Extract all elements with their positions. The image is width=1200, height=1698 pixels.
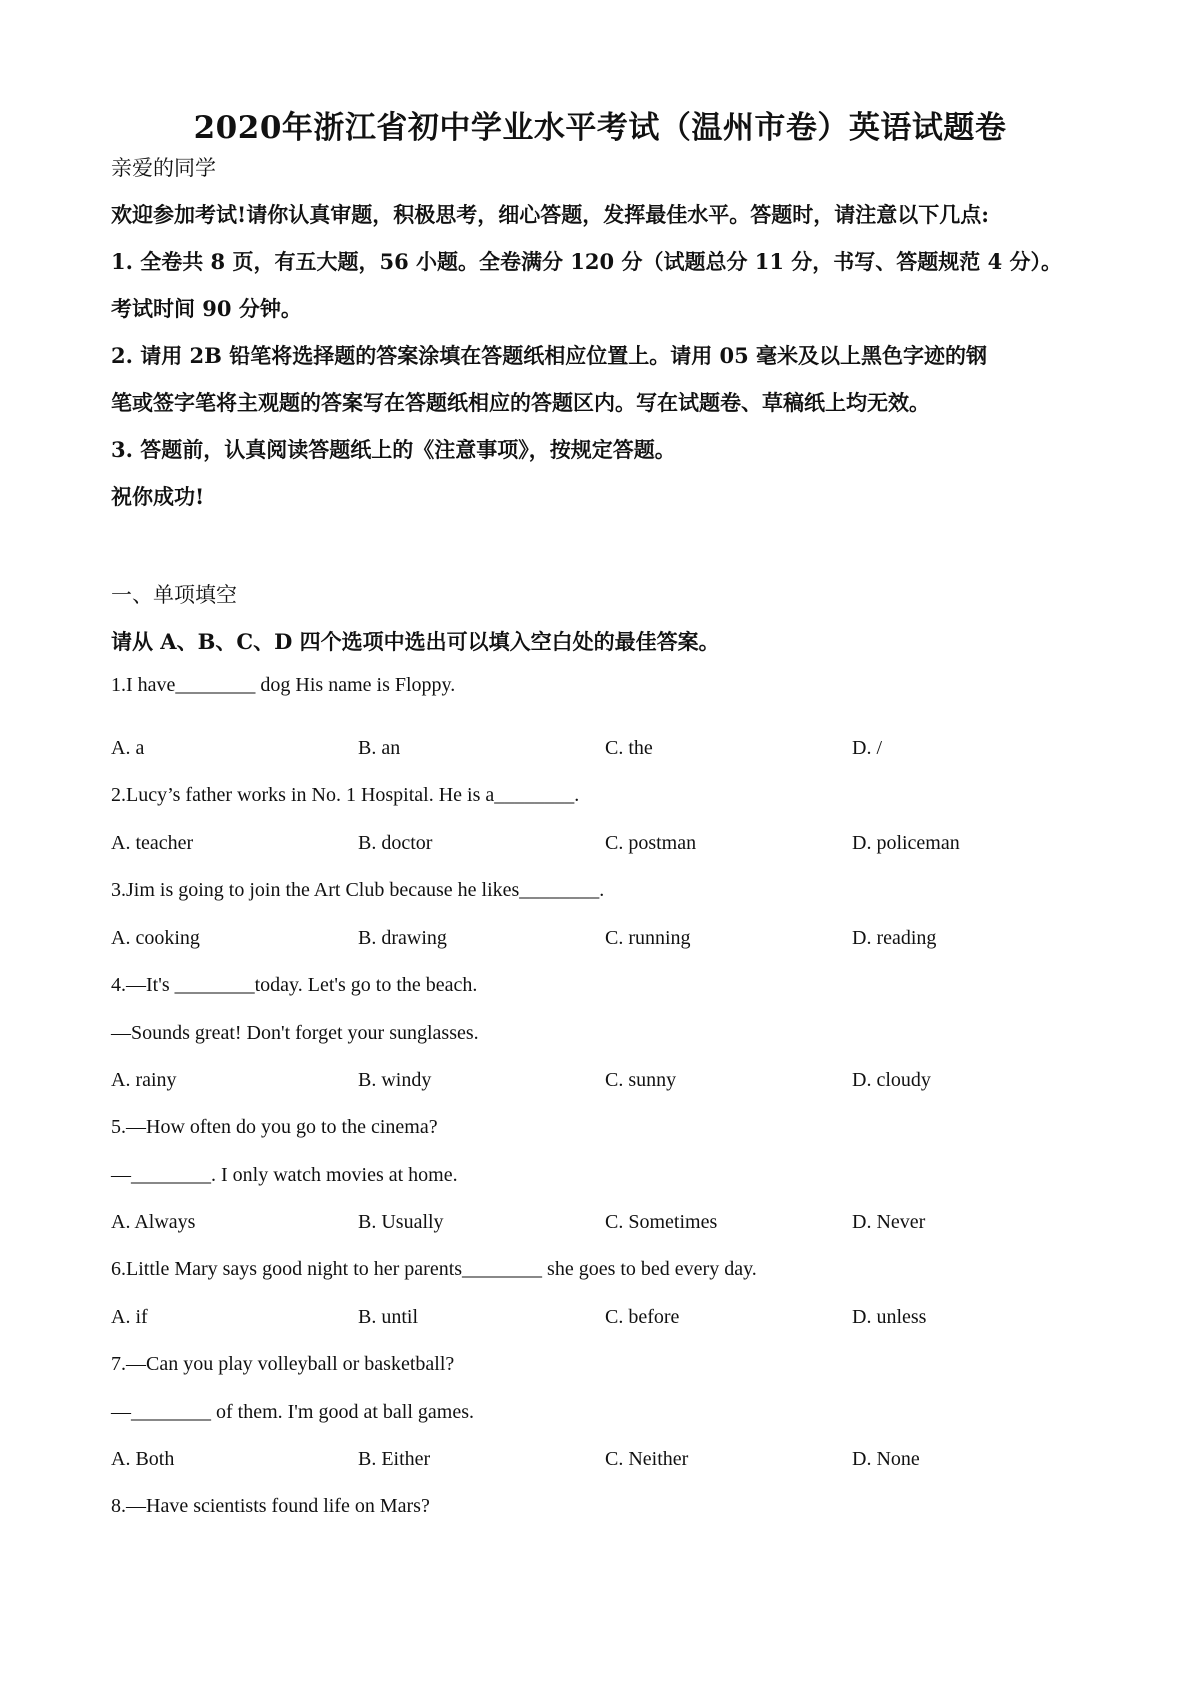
question-4-reply: —Sounds great! Don't forget your sunglasses.: [111, 1022, 479, 1044]
section-instruction: 请从 A、B、C、D 四个选项中选出可以填入空白处的最佳答案。: [111, 629, 720, 654]
question-6-stem: 6.Little Mary says good night to her parents________ she goes to bed every day.: [111, 1258, 757, 1280]
note-1-line-1: 1. 全卷共 8 页，有五大题，56 小题。全卷满分 120 分（试题总分 11 分，书写、答题规范 4 分）。: [111, 249, 1063, 274]
question-1-options: [111, 737, 1111, 765]
question-7-reply: —________ of them. I'm good at ball games.: [111, 1401, 474, 1423]
note-2-line-2: 笔或签字笔将主观题的答案写在答题纸相应的答题区内。写在试题卷、草稿纸上均无效。: [111, 390, 930, 415]
question-1-stem: 1.I have________ dog His name is Floppy.: [111, 674, 456, 696]
note-1-line-2: 考试时间 90 分钟。: [111, 296, 302, 321]
option-c: C. postman: [605, 832, 697, 854]
page-title: 2020年浙江省初中学业水平考试（温州市卷）英语试题卷: [193, 110, 1007, 146]
question-6-options: [111, 1306, 1111, 1334]
question-7-options: [111, 1448, 1111, 1476]
option-b: B. an: [358, 737, 401, 759]
option-a: A. if: [111, 1306, 148, 1328]
option-c: C. before: [605, 1306, 680, 1328]
option-d: D. policeman: [852, 832, 960, 854]
option-d: D. cloudy: [852, 1069, 931, 1091]
question-3-options: [111, 927, 1111, 955]
option-b: B. Usually: [358, 1211, 444, 1233]
section-heading: 一、单项填空: [111, 583, 237, 607]
question-2-stem: 2.Lucy’s father works in No. 1 Hospital. He is a________.: [111, 784, 580, 806]
option-c: C. running: [605, 927, 691, 949]
option-a: A. rainy: [111, 1069, 177, 1091]
note-3: 3. 答题前，认真阅读答题纸上的《注意事项》，按规定答题。: [111, 437, 676, 462]
option-d: D. None: [852, 1448, 920, 1470]
option-a: A. teacher: [111, 832, 194, 854]
question-7-stem: 7.—Can you play volleyball or basketball?: [111, 1353, 455, 1375]
option-b: B. drawing: [358, 927, 447, 949]
closing-text: 祝你成功!: [111, 484, 205, 509]
question-5-options: [111, 1211, 1111, 1239]
option-d: D. /: [852, 737, 882, 759]
option-a: A. Always: [111, 1211, 196, 1233]
option-d: D. reading: [852, 927, 937, 949]
option-c: C. the: [605, 737, 653, 759]
option-a: A. Both: [111, 1448, 175, 1470]
option-c: C. Neither: [605, 1448, 689, 1470]
welcome-text: 欢迎参加考试!请你认真审题，积极思考，细心答题，发挥最佳水平。答题时，请注意以下几点:: [111, 202, 989, 227]
question-2-options: [111, 832, 1111, 860]
option-c: C. Sometimes: [605, 1211, 718, 1233]
option-a: A. cooking: [111, 927, 200, 949]
option-b: B. until: [358, 1306, 419, 1328]
option-d: D. Never: [852, 1211, 926, 1233]
option-b: B. windy: [358, 1069, 432, 1091]
question-4-options: [111, 1069, 1111, 1097]
option-a: A. a: [111, 737, 145, 759]
option-d: D. unless: [852, 1306, 927, 1328]
question-4-stem: 4.—It's ________today. Let's go to the beach.: [111, 974, 478, 996]
note-2-line-1: 2. 请用 2B 铅笔将选择题的答案涂填在答题纸相应位置上。请用 05 毫米及以上黑色字迹的钢: [111, 343, 988, 368]
question-8-stem: 8.—Have scientists found life on Mars?: [111, 1495, 430, 1517]
option-c: C. sunny: [605, 1069, 677, 1091]
question-3-stem: 3.Jim is going to join the Art Club because he likes________.: [111, 879, 605, 901]
question-5-stem: 5.—How often do you go to the cinema?: [111, 1116, 438, 1138]
option-b: B. Either: [358, 1448, 431, 1470]
question-5-reply: —________. I only watch movies at home.: [111, 1164, 458, 1186]
option-b: B. doctor: [358, 832, 433, 854]
greeting: 亲爱的同学: [111, 156, 216, 180]
